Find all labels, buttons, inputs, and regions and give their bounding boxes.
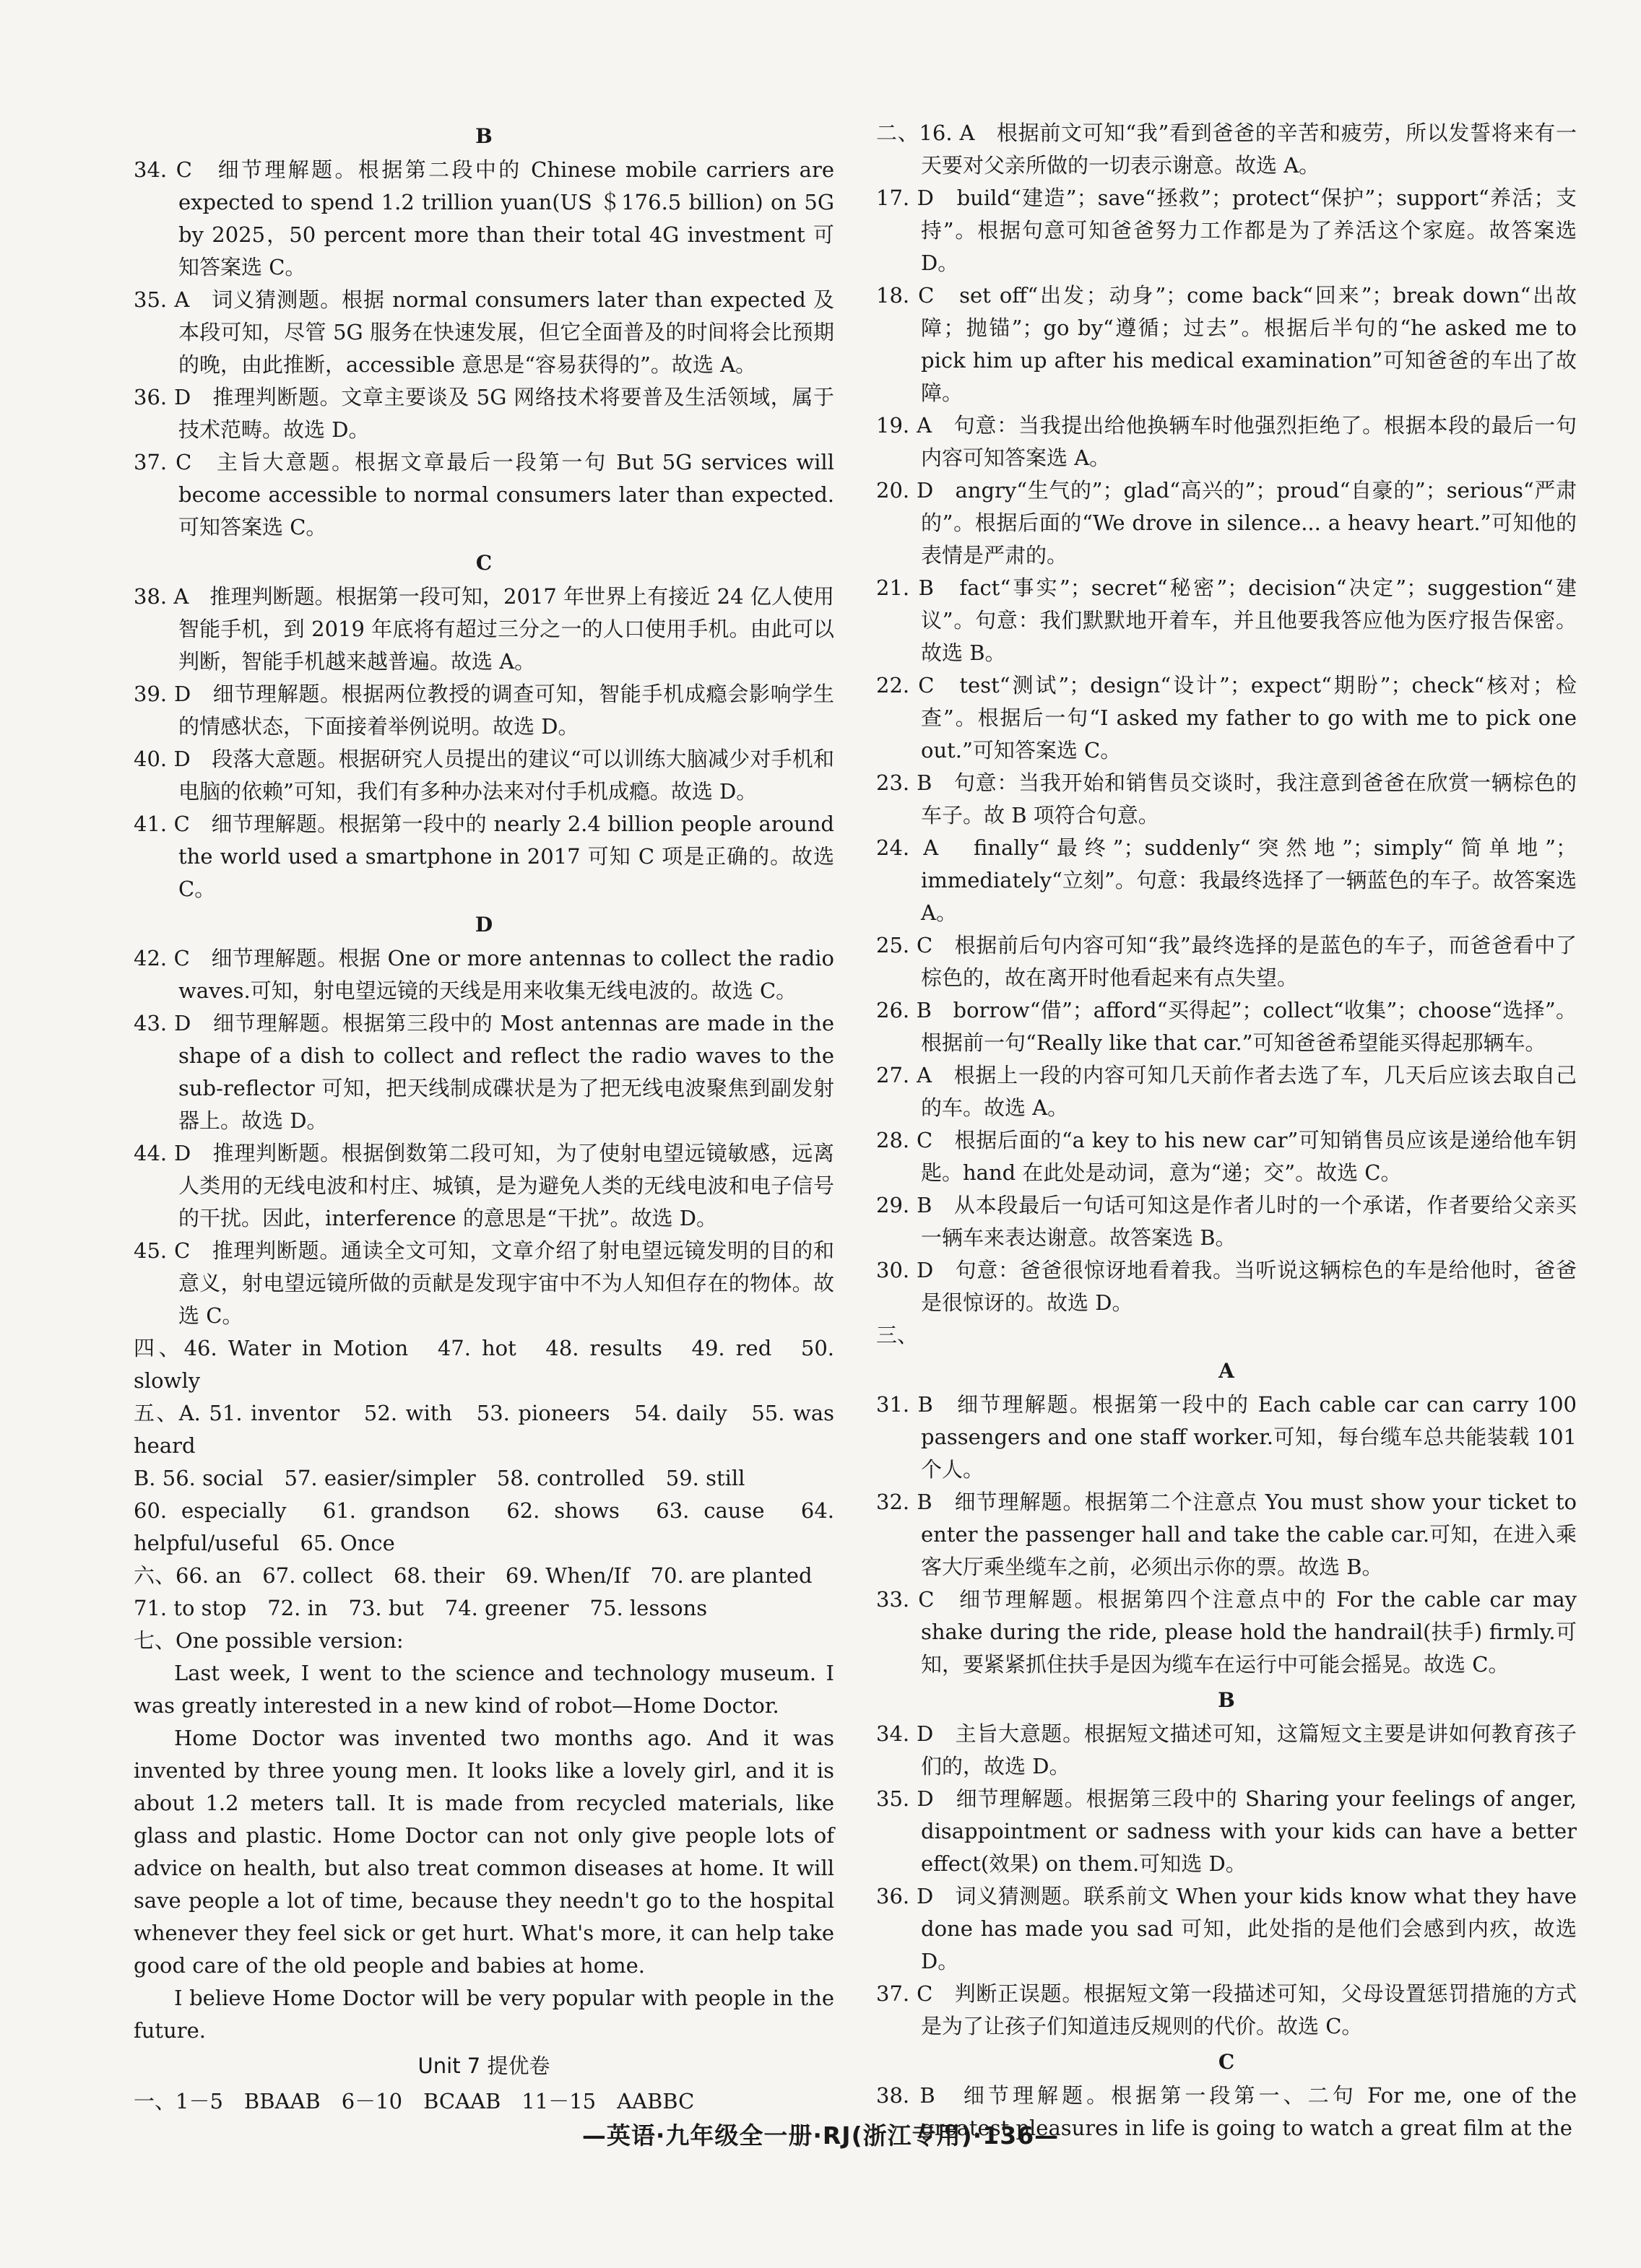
part-six-answers-1: 六、66. an 67. collect 68. their 69. When/If 70. are planted — [134, 1563, 813, 1588]
answer-item: 32. B 细节理解题。根据第二个注意点 You must show your ticket to enter the passenger hall and take the cable car.可知，在进入乘客大厅乘坐缆车之前，必须出示你的票。故选 B。 — [876, 1490, 1577, 1579]
section-heading: B — [475, 124, 493, 148]
answer-item: 24. A finally“最终”；suddenly“突然地”；simply“简单地”；immediately“立刻”。句意：我最终选择了一辆蓝色的车子。故答案选 A。 — [876, 835, 1577, 925]
answer-item: 35. A 词义猜测题。根据 normal consumers later than expected 及本段可知，尽管 5G 服务在快速发展，但它全面普及的时间将会比预期的晚，由此推断，accessible 意思是“容易获得的”。故选 A。 — [134, 287, 834, 377]
answer-item: 33. C 细节理解题。根据第四个注意点中的 For the cable car may shake during the ride, please hold the handrail(扶手) firmly.可知，要紧紧抓住扶手是因为缆车在运行中可能会摇晃。故选 C。 — [876, 1587, 1577, 1677]
part-five-a-answers: 五、A. 51. inventor 52. with 53. pioneers 54. daily 55. was heard — [134, 1401, 834, 1458]
answer-item: 18. C set off“出发；动身”；come back“回来”；break down“出故障；抛锚”；go by“遵循；过去”。根据后半句的“he asked me to pick him up after his medical examination”可知爸爸的车出了故障。 — [876, 283, 1577, 405]
answer-item: 20. D angry“生气的”；glad“高兴的”；proud“自豪的”；serious“严肃的”。根据后面的“We drove in silence... a heavy heart.”可知他的表情是严肃的。 — [876, 478, 1577, 568]
answer-item: 36. D 推理判断题。文章主要谈及 5G 网络技术将要普及生活领域，属于技术范畴。故选 D。 — [134, 385, 834, 442]
essay-paragraph: I believe Home Doctor will be very popular with people in the future. — [134, 1986, 834, 2043]
answer-item: 23. B 句意：当我开始和销售员交谈时，我注意到爸爸在欣赏一辆棕色的车子。故 B 项符合句意。 — [876, 770, 1577, 827]
unit-title: Unit 7 提优卷 — [417, 2054, 550, 2078]
part-five-b-answers: B. 56. social 57. easier/simpler 58. controlled 59. still — [134, 1466, 745, 1490]
answer-item: 29. B 从本段最后一句话可知这是作者儿时的一个承诺，作者要给父亲买一辆车来表达谢意。故答案选 B。 — [876, 1193, 1577, 1250]
answer-item: 42. C 细节理解题。根据 One or more antennas to collect the radio waves.可知，射电望远镜的天线是用来收集无线电波的。故选 C。 — [134, 946, 834, 1003]
answer-item: 二、16. A 根据前文可知“我”看到爸爸的辛苦和疲劳，所以发誓将来有一天要对父亲所做的一切表示谢意。故选 A。 — [876, 121, 1577, 178]
page-footer: —英语·九年级全一册·RJ(浙江专用)·136— — [581, 2121, 1060, 2150]
section-heading: B — [1218, 1688, 1235, 1712]
section-heading: A — [1218, 1359, 1234, 1383]
part-five-c-answers: 60. especially 61. grandson 62. shows 63. cause 64. helpful/useful 65. Once — [134, 1498, 834, 1555]
answer-item: 31. B 细节理解题。根据第一段中的 Each cable car can carry 100 passengers and one staff worker.可知，每台缆车总共能装载 101 个人。 — [876, 1392, 1577, 1482]
answer-item: 43. D 细节理解题。根据第三段中的 Most antennas are made in the shape of a dish to collect and reflect the radio waves to the sub-reflector 可知，把天线制成碟状是为了把无线电波聚焦到副发射器上。故选 D。 — [134, 1011, 834, 1133]
essay-paragraph: Last week, I went to the science and technology museum. I was greatly interested in a new kind of robot—Home Doctor. — [134, 1661, 834, 1718]
answer-item: 38. B 细节理解题。根据第一段第一、二句 For me, one of the greatest pleasures in life is going to watch a great film at the — [876, 2083, 1577, 2140]
part-three-heading: 三、 — [876, 1323, 919, 1347]
part-six-answers-2: 71. to stop 72. in 73. but 74. greener 75. lessons — [134, 1596, 708, 1620]
answer-item: 34. C 细节理解题。根据第二段中的 Chinese mobile carriers are expected to spend 1.2 trillion yuan(US ＄176.5 billion) on 5G by 2025，50 percent more than their total 4G investment 可知答案选 C。 — [134, 157, 834, 279]
answer-item: 40. D 段落大意题。根据研究人员提出的建议“可以训练大脑减少对手机和电脑的依赖”可知，我们有多种办法来对付手机成瘾。故选 D。 — [134, 747, 834, 804]
answer-item: 25. C 根据前后句内容可知“我”最终选择的是蓝色的车子，而爸爸看中了棕色的，故在离开时他看起来有点失望。 — [876, 933, 1577, 990]
answer-item: 26. B borrow“借”；afford“买得起”；collect“收集”；choose“选择”。根据前一句“Really like that car.”可知爸爸希望能买得起那辆车。 — [876, 998, 1577, 1055]
answer-item: 37. C 判断正误题。根据短文第一段描述可知，父母设置惩罚措施的方式是为了让孩子们知道违反规则的代价。故选 C。 — [876, 1981, 1577, 2038]
right-column — [876, 117, 1577, 2145]
answer-item: 19. A 句意：当我提出给他换辆车时他强烈拒绝了。根据本段的最后一句内容可知答案选 A。 — [876, 413, 1577, 470]
section-heading: C — [475, 551, 493, 575]
part-one-answers: 一、1－5 BBAAB 6－10 BCAAB 11－15 AABBC — [134, 2089, 695, 2113]
answer-item: 34. D 主旨大意题。根据短文描述可知，这篇短文主要是讲如何教育孩子们的，故选 D。 — [876, 1721, 1577, 1778]
answer-item: 28. C 根据后面的“a key to his new car”可知销售员应该是递给他车钥匙。hand 在此处是动词，意为“递；交”。故选 C。 — [876, 1128, 1577, 1185]
answer-item: 27. A 根据上一段的内容可知几天前作者去选了车，几天后应该去取自己的车。故选 A。 — [876, 1063, 1577, 1120]
answer-item: 30. D 句意：爸爸很惊讶地看着我。当听说这辆棕色的车是给他时，爸爸是很惊讶的。故选 D。 — [876, 1258, 1577, 1315]
answer-item: 17. D build“建造”；save“拯救”；protect“保护”；support“养活；支持”。根据句意可知爸爸努力工作都是为了养活这个家庭。故答案选 D。 — [876, 186, 1577, 275]
section-heading: C — [1218, 2050, 1235, 2074]
answer-item: 36. D 词义猜测题。联系前文 When your kids know what they have done has made you sad 可知，此处指的是他们会感到内疚，故选 D。 — [876, 1884, 1577, 1973]
answer-item: 38. A 推理判断题。根据第一段可知，2017 年世界上有接近 24 亿人使用智能手机，到 2019 年底将有超过三分之一的人口使用手机。由此可以判断，智能手机越来越普遍。故选 A。 — [134, 584, 834, 674]
part-seven-heading: 七、One possible version: — [134, 1628, 404, 1653]
answer-item: 41. C 细节理解题。根据第一段中的 nearly 2.4 billion people around the world used a smartphone in 2017 可知 C 项是正确的。故选 C。 — [134, 812, 834, 901]
section-heading: D — [475, 913, 493, 937]
part-four-answers: 四、46. Water in Motion 47. hot 48. results 49. red 50. slowly — [134, 1336, 834, 1393]
left-column — [134, 117, 834, 2118]
answer-item: 39. D 细节理解题。根据两位教授的调查可知，智能手机成瘾会影响学生的情感状态，下面接着举例说明。故选 D。 — [134, 682, 834, 739]
answer-item: 35. D 细节理解题。根据第三段中的 Sharing your feelings of anger, disappointment or sadness with your kids can have a better effect(效果) on them.可知选 D。 — [876, 1786, 1577, 1876]
answer-item: 37. C 主旨大意题。根据文章最后一段第一句 But 5G services will become accessible to normal consumers later than expected.可知答案选 C。 — [134, 450, 834, 539]
answer-item: 45. C 推理判断题。通读全文可知，文章介绍了射电望远镜发明的目的和意义，射电望远镜所做的贡献是发现宇宙中不为人知但存在的物体。故选 C。 — [134, 1238, 834, 1328]
answer-item: 44. D 推理判断题。根据倒数第二段可知，为了使射电望远镜敏感，远离人类用的无线电波和村庄、城镇，是为避免人类的无线电波和电子信号的干扰。因此，interference 的意思是“干扰”。故选 D。 — [134, 1141, 834, 1230]
essay-paragraph: Home Doctor was invented two months ago. And it was invented by three young men. It looks like a lovely girl, and it is about 1.2 meters tall. It is made from recycled materials, like glass and plastic. Home Doctor can not only give people lots of advice on health, but also treat common diseases at home. It will save people a lot of time, because they needn't go to the hospital whenever they feel sick or get hurt. What's more, it can help take good care of the old people and babies at home. — [134, 1726, 834, 1978]
answer-item: 22. C test“测试”；design“设计”；expect“期盼”；check“核对；检查”。根据后一句“I asked my father to go with me to pick one out.”可知答案选 C。 — [876, 673, 1577, 762]
answer-item: 21. B fact“事实”；secret“秘密”；decision“决定”；suggestion“建议”。句意：我们默默地开着车，并且他要我答应他为医疗报告保密。故选 B。 — [876, 575, 1577, 665]
